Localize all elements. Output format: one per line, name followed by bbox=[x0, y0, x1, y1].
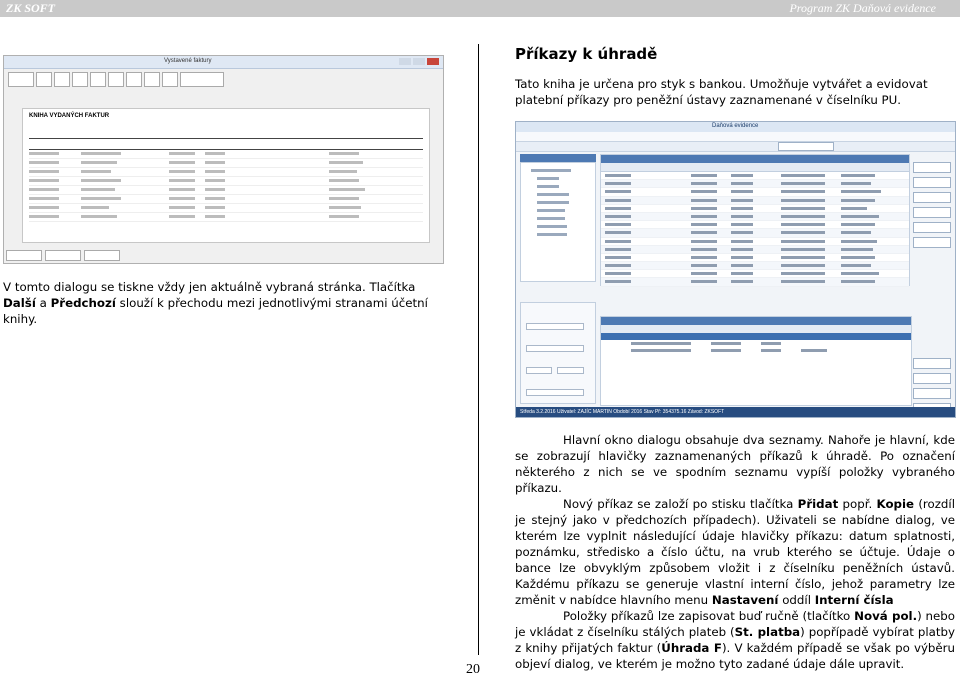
table-row bbox=[601, 254, 909, 262]
brand-text: ZK SOFT bbox=[6, 1, 56, 15]
status-text: Středa 3.2.2016 Uživatel: ZAJÍC MARTIN Období 2016 Stav Př: 354375.16 Závod: ZKSOFT bbox=[520, 409, 725, 415]
record-filter bbox=[520, 302, 596, 404]
last-page-icon bbox=[90, 72, 106, 87]
payment-orders-screenshot bbox=[515, 121, 956, 418]
page-title: Příkazy k úhradě bbox=[515, 45, 658, 63]
window-title: Daňová evidence bbox=[712, 123, 759, 129]
table-row bbox=[601, 347, 911, 354]
table-row bbox=[29, 213, 423, 222]
standing-payment-button bbox=[913, 388, 951, 399]
maximize-icon bbox=[413, 58, 425, 65]
text-run: a bbox=[35, 296, 51, 310]
text-run: ) popřípadě vybírat platby z knihy přijatých faktur ( bbox=[515, 625, 955, 655]
text-run: Hlavní okno dialogu obsahuje dva seznamy. Nahoře je hlavní, kde se zobrazují hlavičky zaznamenaných příkazů k úhradě. Po označení některého z nich se ve spodním seznamu vypíší položky vybraného příkazu. bbox=[515, 433, 955, 495]
grid-header bbox=[601, 317, 911, 325]
table-row bbox=[601, 262, 909, 270]
orders-area bbox=[600, 154, 910, 404]
copy-button bbox=[913, 177, 951, 188]
report-page bbox=[22, 108, 430, 243]
left-paragraph bbox=[3, 279, 447, 327]
window-title: Vystavené faktury bbox=[164, 58, 212, 64]
column-headers bbox=[601, 325, 911, 333]
text-run-bold: Předchozí bbox=[50, 296, 116, 310]
table-row bbox=[29, 177, 423, 186]
add-button bbox=[913, 162, 951, 173]
status-bar bbox=[516, 407, 955, 417]
panel-header bbox=[520, 154, 596, 162]
report-subtitle bbox=[29, 120, 423, 126]
text-run: popř. bbox=[838, 497, 877, 511]
table-row bbox=[601, 172, 909, 180]
table-row bbox=[29, 168, 423, 177]
minimize-icon bbox=[399, 58, 411, 65]
new-item-button bbox=[913, 358, 951, 369]
table-row bbox=[601, 180, 909, 188]
table-row bbox=[29, 150, 423, 159]
side-buttons bbox=[913, 162, 951, 418]
text-run-bold: Kopie bbox=[876, 497, 915, 511]
table-row bbox=[601, 238, 909, 246]
text-run: Nový příkaz se založí po stisku tlačítka bbox=[563, 497, 798, 511]
intro-paragraph: Tato kniha je určena pro styk s bankou. Umožňuje vytvářet a evidovat platební příkazy pro peněžní ústavy zaznamenané v číselníku PU. bbox=[515, 77, 928, 107]
table-row bbox=[601, 197, 909, 205]
page-icon bbox=[126, 72, 142, 87]
period-tree bbox=[520, 162, 596, 282]
table-row bbox=[601, 213, 909, 221]
tab-payment-orders bbox=[778, 142, 834, 151]
table-row bbox=[601, 246, 909, 254]
column-divider bbox=[478, 44, 479, 655]
print-button bbox=[8, 72, 34, 87]
table-row bbox=[601, 221, 909, 229]
table-row bbox=[601, 340, 911, 347]
dialog-buttons bbox=[6, 250, 120, 261]
text-run: Položky příkazů lze zapisovat buď ručně (tlačítko bbox=[563, 609, 855, 623]
page-header bbox=[0, 0, 960, 17]
print-setup-button bbox=[6, 250, 42, 261]
text-run-bold: Nová pol. bbox=[854, 609, 918, 623]
window-controls bbox=[399, 58, 439, 65]
text-run-bold: Další bbox=[3, 296, 36, 310]
body-text bbox=[515, 432, 955, 672]
next-button bbox=[45, 250, 81, 261]
body-paragraph bbox=[515, 608, 955, 672]
text-run-bold: Přidat bbox=[797, 497, 839, 511]
delete-button bbox=[913, 207, 951, 218]
column-headers bbox=[601, 163, 909, 172]
table-row bbox=[29, 204, 423, 213]
text-run: V tomto dialogu se tiskne vždy jen aktuálně vybraná stránka. Tlačítka bbox=[3, 280, 416, 294]
print-button bbox=[913, 222, 951, 233]
table-row bbox=[601, 188, 909, 196]
body-paragraph bbox=[515, 432, 955, 496]
first-page-icon bbox=[36, 72, 52, 87]
table-row bbox=[29, 159, 423, 168]
text-run: slouží k přechodu mezi jednotlivými stranami účetní knihy. bbox=[3, 296, 428, 326]
zoom-icon bbox=[108, 72, 124, 87]
filter-panel bbox=[520, 154, 596, 404]
text-run-bold: Interní čísla bbox=[814, 593, 894, 607]
table-row bbox=[601, 278, 909, 286]
orders-grid bbox=[600, 154, 910, 286]
table-row bbox=[29, 195, 423, 204]
report-title: KNIHA VYDANÝCH FAKTUR bbox=[29, 113, 110, 119]
next-page-icon bbox=[72, 72, 88, 87]
edit-item-button bbox=[913, 373, 951, 384]
text-run-bold: Úhrada F bbox=[661, 641, 722, 655]
report-button bbox=[913, 237, 951, 248]
order-items-grid bbox=[600, 316, 912, 406]
page-number: 20 bbox=[466, 662, 480, 677]
edit-button bbox=[84, 250, 120, 261]
table-row bbox=[601, 229, 909, 237]
window-titlebar bbox=[4, 56, 443, 69]
grid-header bbox=[601, 155, 909, 163]
text-run: ). V každém případě se však po výběru objeví dialog, ve kterém je možno tyto zadané údaje dále upravit. bbox=[515, 641, 956, 671]
preview-toolbar bbox=[4, 69, 443, 89]
table-row bbox=[29, 186, 423, 195]
invoice-book-screenshot bbox=[3, 55, 444, 264]
close-icon bbox=[427, 58, 439, 65]
text-run: oddíl bbox=[778, 593, 815, 607]
text-run: ) nebo je vkládat z číselníku stálých plateb ( bbox=[515, 609, 955, 639]
ribbon-tabs bbox=[516, 142, 955, 152]
text-run: (rozdíl je stejný jako v předchozích případech). Uživateli se nabídne dialog, ve kterém lze vyplnit následující údaje hlavičky příkazu: datum splatnosti, poznámku, středisko a číslo účtu, na vrub kterého se účtuje. Údaje o bance lze obvyklým způsobem vložit i z číselníku peněžních ústavů. Každému příkazu se generuje vlastní interní číslo, jehož parametry lze změnit v nabídce hlavního menu bbox=[515, 497, 955, 607]
report-column-header bbox=[29, 138, 423, 150]
window-titlebar bbox=[516, 122, 955, 132]
table-row bbox=[601, 270, 909, 278]
main-menu bbox=[516, 132, 955, 142]
export-button bbox=[180, 72, 224, 87]
edit-button bbox=[913, 192, 951, 203]
program-name: Program ZK Daňová evidence bbox=[789, 1, 936, 15]
export-icon bbox=[144, 72, 160, 87]
text-run-bold: St. platba bbox=[734, 625, 801, 639]
table-row bbox=[601, 333, 911, 340]
prev-page-icon bbox=[54, 72, 70, 87]
table-row bbox=[601, 205, 909, 213]
text-run-bold: Nastavení bbox=[711, 593, 779, 607]
mail-icon bbox=[162, 72, 178, 87]
body-paragraph bbox=[515, 496, 955, 608]
